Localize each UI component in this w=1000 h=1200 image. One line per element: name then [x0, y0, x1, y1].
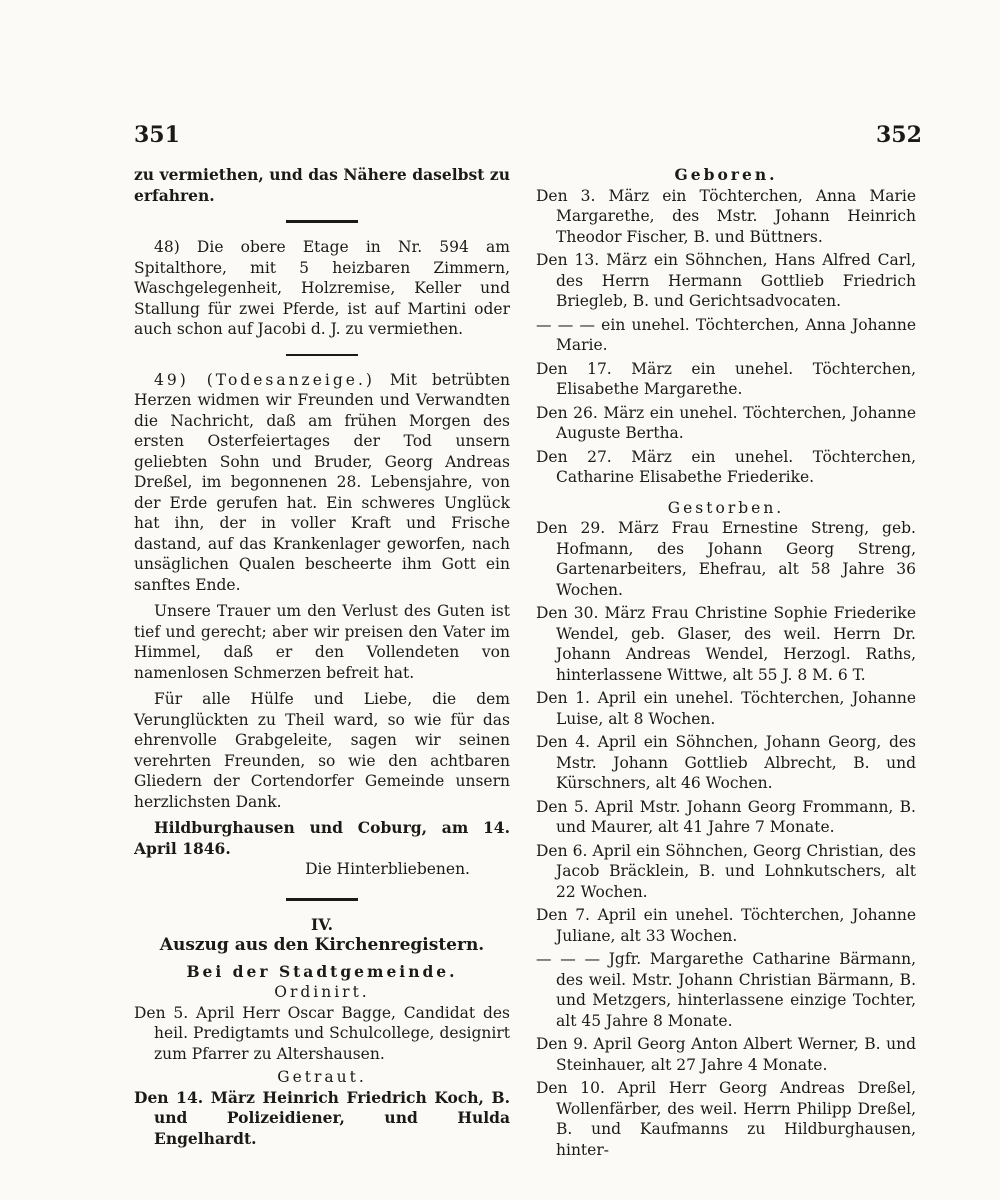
getraut-heading: Getraut. [277, 1068, 367, 1086]
register-entry: Den 9. April Georg Anton Albert Werner, B. und Steinhauer, alt 27 Jahre 4 Monate. [536, 1035, 916, 1074]
ad-49 [134, 370, 510, 596]
register-entry: Den 13. März ein Söhnchen, Hans Alfred Carl, des Herrn Hermann Gottlieb Friedrich Briegleb, B. und Gerichtsadvocaten. [536, 251, 916, 310]
page-number-left: 351 [134, 122, 180, 148]
register-entry: Den 17. März ein unehel. Töchterchen, Elisabethe Margarethe. [536, 359, 916, 398]
ad-49-paragraph-3: Für alle Hülfe und Liebe, die dem Verunglückten zu Theil ward, so wie für das ehrenvolle Grabgeleite, sagen wir seinen verehrten Freunden, so wie den achtbaren Gliedern der Cortendorfer Gemeinde unsern herzlichsten Dank. [134, 690, 510, 811]
ordinirt-entry: Den 5. April Herr Oscar Bagge, Candidat des heil. Predigtamts und Schulcollege, designirt zum Pfarrer zu Altershausen. [134, 1003, 510, 1063]
ad-49-text: Mit betrübten Herzen widmen wir Freunden und Verwandten die Nachricht, daß am frühen Morgen des ersten Osterfeiertages der Tod unsern geliebten Sohn und Bruder, Georg Andreas Dreßel, im begonnenen 28. Lebensjahre, von der Erde gerufen hat. Ein schweres Unglück hat ihn, der in voller Kraft und Frische dastand, auf das Krankenlager geworfen, nach unsäglichen Qualen bescheerte ihm Gott ein sanftes Ende. [134, 370, 510, 594]
section-divider [286, 354, 358, 356]
register-entry: Den 27. März ein unehel. Töchterchen, Catharine Elisabethe Friederike. [536, 447, 916, 486]
register-entry: — — — ein unehel. Töchterchen, Anna Johanne Marie. [536, 315, 916, 354]
geboren-heading: Geboren. [674, 165, 778, 184]
ad-48: 48) Die obere Etage in Nr. 594 am Spitalthore, mit 5 heizbaren Zimmern, Waschgelegenheit, Holzremise, Keller und Stallung für zwei Pferde, ist auf Martini oder auch schon auf Jacobi d. J. zu vermiethen. [134, 238, 510, 338]
parish-heading: Bei der Stadtgemeinde. [186, 961, 458, 981]
register-entry: Den 29. März Frau Ernestine Streng, geb. Hofmann, des Johann Georg Streng, Gartenarbeiters, Ehefrau, alt 58 Jahre 36 Wochen. [536, 519, 916, 599]
continued-ad-text: zu vermiethen, und das Nähere daselbst zu erfahren. [134, 165, 510, 205]
left-column [134, 165, 510, 1152]
register-entry: Den 1. April ein unehel. Töchterchen, Johanne Luise, alt 8 Wochen. [536, 689, 916, 728]
register-entry: Den 4. April ein Söhnchen, Johann Georg, des Mstr. Johann Gottlieb Albrecht, B. und Kürschners, alt 46 Wochen. [536, 733, 916, 792]
ad-49-paragraph-2: Unsere Trauer um den Verlust des Guten ist tief und gerecht; aber wir preisen den Vater im Himmel, daß er den Vollendeten von namenlosen Schmerzen befreit hat. [134, 602, 510, 682]
page-number-right: 352 [876, 122, 922, 148]
section-title: Auszug aus den Kirchenregistern. [159, 935, 485, 955]
register-entry: — — — Jgfr. Margarethe Catharine Bärmann, des weil. Mstr. Johann Christian Bärmann, B. und Metzgers, hinterlassene einzige Tochter, alt 45 Jahre 8 Monate. [536, 950, 916, 1030]
ordinirt-heading: Ordinirt. [274, 983, 370, 1001]
getraut-entry: Den 14. März Heinrich Friedrich Koch, B. und Polizeidiener, und Hulda Engelhardt. [134, 1087, 510, 1148]
geboren-list [536, 186, 916, 488]
register-entry: Den 6. April ein Söhnchen, Georg Christian, des Jacob Bräcklein, B. und Lohnkutschers, alt 22 Wochen. [536, 841, 916, 901]
ad-49-title: 49) (Todesanzeige.) [154, 370, 375, 389]
section-divider [286, 220, 358, 223]
place-and-date: Hildburghausen und Coburg, am 14. April 1846. [134, 818, 510, 858]
register-entry: Den 7. April ein unehel. Töchterchen, Johanne Juliane, alt 33 Wochen. [536, 906, 916, 945]
right-column [536, 165, 916, 1163]
register-entry: Den 26. März ein unehel. Töchterchen, Johanne Auguste Bertha. [536, 403, 916, 442]
signature: Die Hinterbliebenen. [305, 860, 470, 878]
register-entry: Den 5. April Mstr. Johann Georg Frommann, B. und Maurer, alt 41 Jahre 7 Monate. [536, 797, 916, 836]
section-divider [286, 898, 358, 901]
register-entry: Den 30. März Frau Christine Sophie Friederike Wendel, geb. Glaser, des weil. Herrn Dr. Johann Andreas Wendel, Herzogl. Raths, hinterlassene Wittwe, alt 55 J. 8 M. 6 T. [536, 604, 916, 684]
register-entry: Den 3. März ein Töchterchen, Anna Marie Margarethe, des Mstr. Johann Heinrich Theodor Fischer, B. und Büttners. [536, 186, 916, 246]
gestorben-list [536, 518, 916, 1160]
gestorben-heading: Gestorben. [667, 498, 785, 517]
register-entry: Den 10. April Herr Georg Andreas Dreßel, Wollenfärber, des weil. Herrn Philipp Dreßel, B. und Kaufmanns zu Hildburghausen, hinter- [536, 1079, 916, 1159]
section-number: IV. [311, 914, 333, 934]
